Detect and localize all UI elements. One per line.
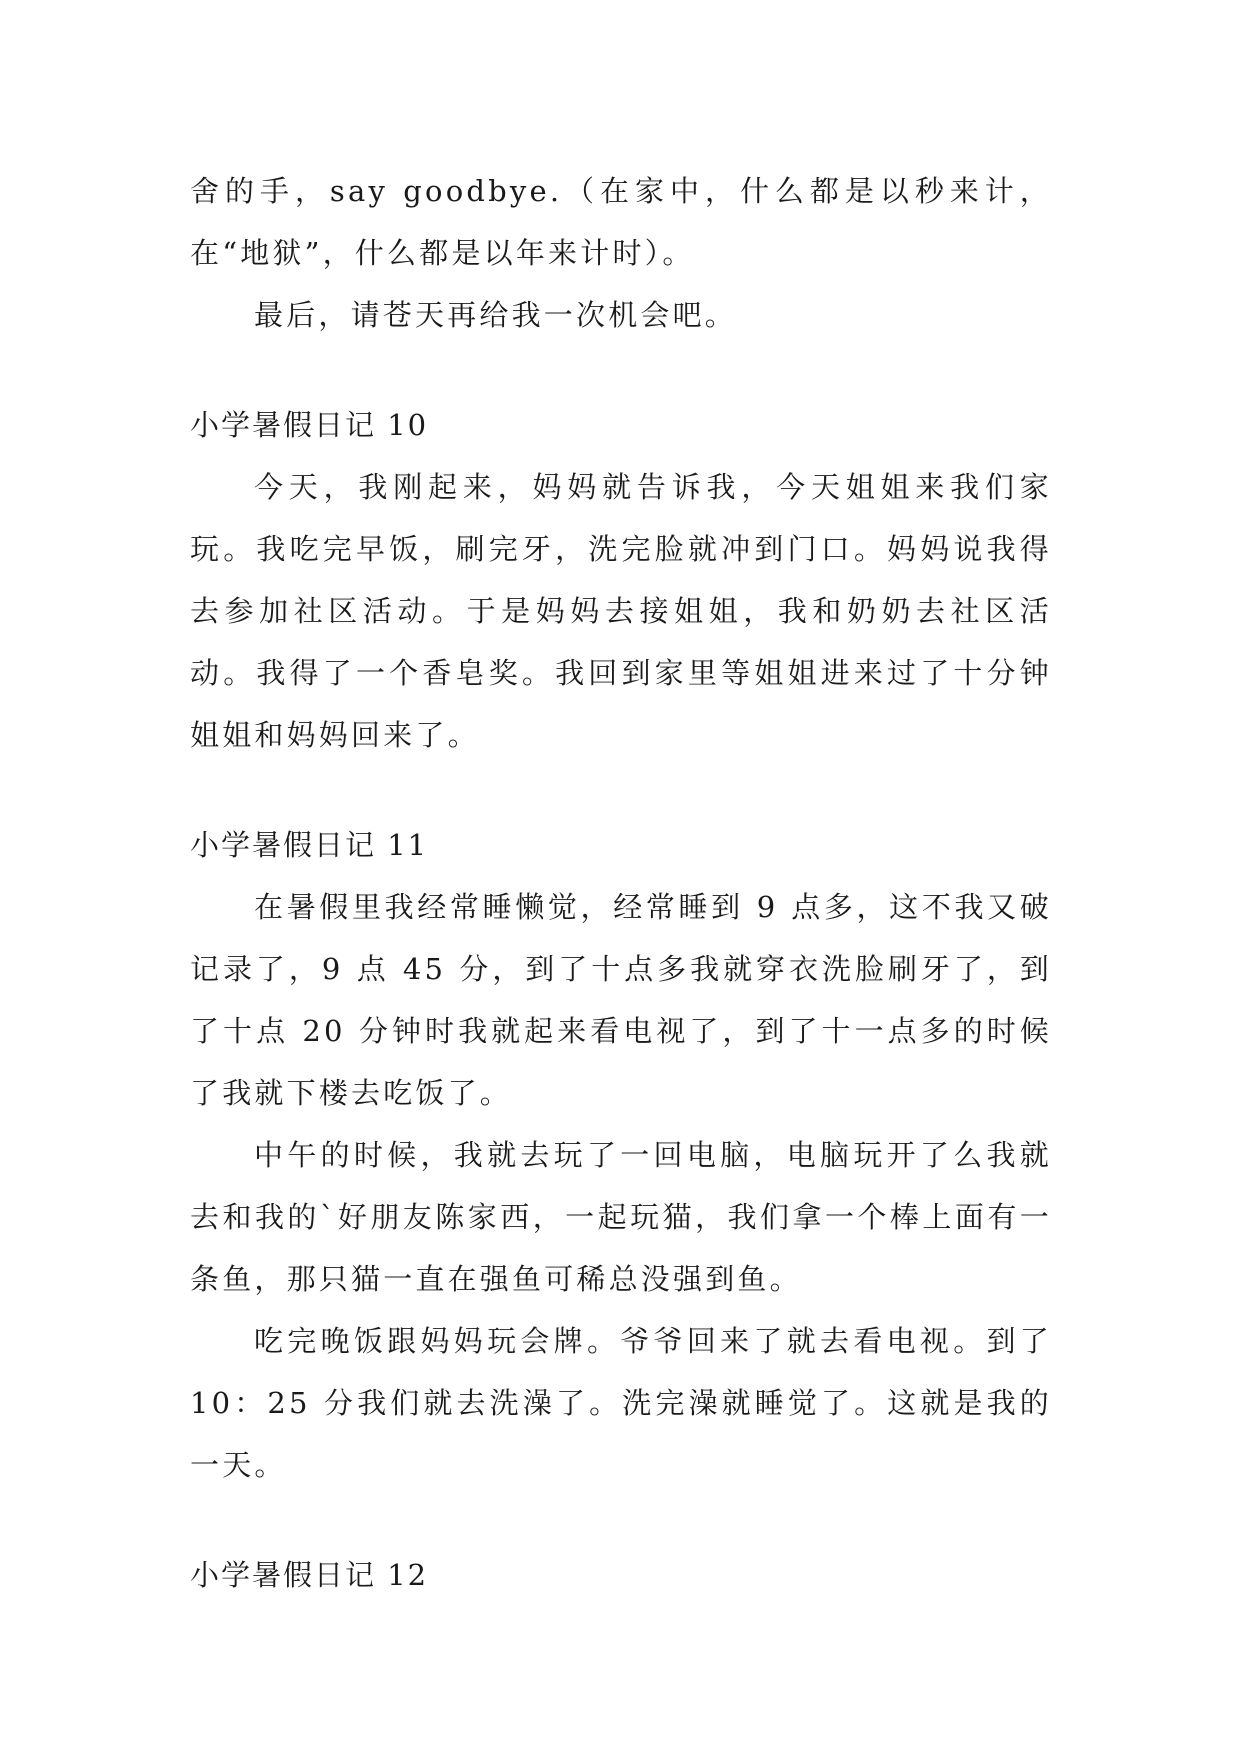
section-gap [190,346,1052,394]
paragraph-diary-11-a: 在暑假里我经常睡懒觉，经常睡到 9 点多，这不我又破记录了，9 点 45 分，到了十点多我就穿衣洗脸刷牙了，到了十点 20 分钟时我就起来看电视了，到了十一点多的时候了我就下楼去吃饭了。 [190,890,1052,1110]
section-gap [190,766,1052,814]
document-body [190,160,1052,1606]
diary-title-11: 小学暑假日记 11 [190,828,429,862]
section-gap [190,1496,1052,1544]
paragraph-diary-11-b: 中午的时候，我就去玩了一回电脑，电脑玩开了么我就去和我的`好朋友陈家西，一起玩猫，我们拿一个棒上面有一条鱼，那只猫一直在强鱼可稀总没强到鱼。 [190,1138,1052,1296]
paragraph-continued: 舍的手，say goodbye.（在家中，什么都是以秒来计，在“地狱”，什么都是以年来计时）。 [190,174,1052,270]
paragraph-diary-11-c: 吃完晚饭跟妈妈玩会牌。爷爷回来了就去看电视。到了10：25 分我们就去洗澡了。洗完澡就睡觉了。这就是我的一天。 [190,1324,1052,1482]
paragraph-closing: 最后，请苍天再给我一次机会吧。 [254,298,738,332]
diary-title-12: 小学暑假日记 12 [190,1558,429,1592]
diary-title-10: 小学暑假日记 10 [190,408,429,442]
paragraph-diary-10: 今天，我刚起来，妈妈就告诉我，今天姐姐来我们家玩。我吃完早饭，刷完牙，洗完脸就冲到门口。妈妈说我得去参加社区活动。于是妈妈去接姐姐，我和奶奶去社区活动。我得了一个香皂奖。我回到家里等姐姐进来过了十分钟姐姐和妈妈回来了。 [190,470,1052,752]
